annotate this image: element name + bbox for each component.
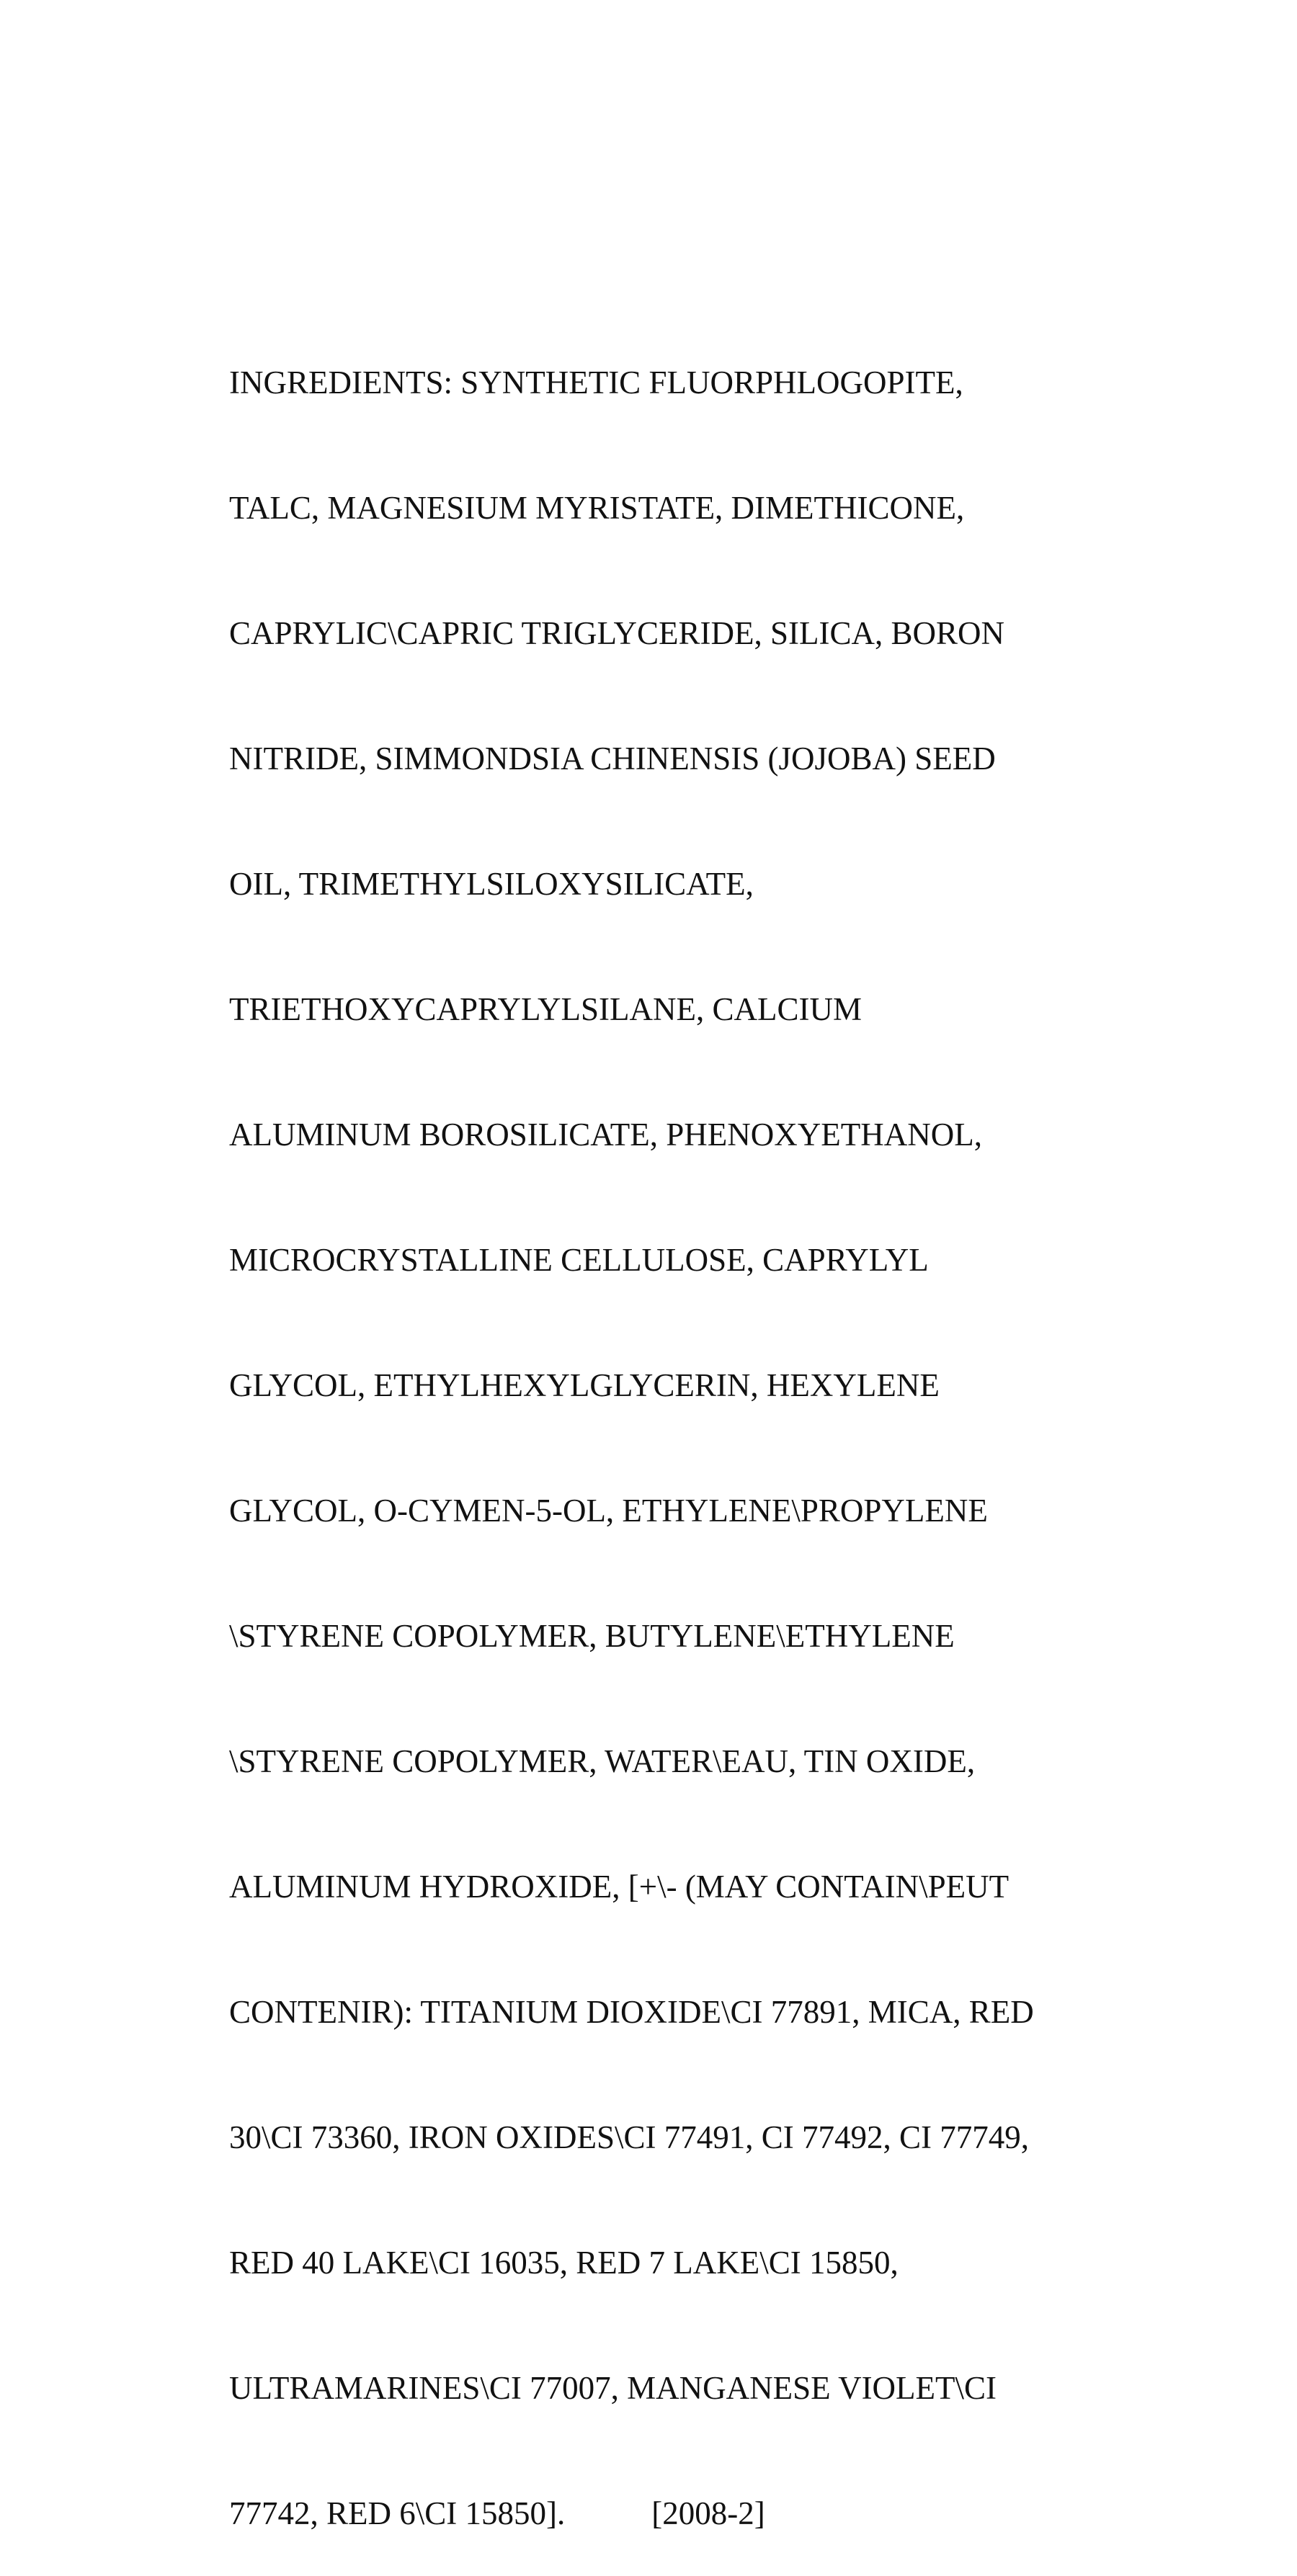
- ingredients-text-block: [229, 278, 1166, 2576]
- ingredients-line: CAPRYLIC\CAPRIC TRIGLYCERIDE, SILICA, BORON: [229, 615, 1005, 651]
- batch-code: [2008-2]: [651, 2495, 765, 2531]
- ingredients-line: GLYCOL, O-CYMEN-5-OL, ETHYLENE\PROPYLENE: [229, 1493, 988, 1529]
- ingredients-final-text: 77742, RED 6\CI 15850].: [229, 2495, 566, 2531]
- ingredients-line: \STYRENE COPOLYMER, WATER\EAU, TIN OXIDE,: [229, 1743, 976, 1779]
- ingredients-line: GLYCOL, ETHYLHEXYLGLYCERIN, HEXYLENE: [229, 1367, 940, 1403]
- ingredients-line: OIL, TRIMETHYLSILOXYSILICATE,: [229, 866, 754, 902]
- ingredients-line: 30\CI 73360, IRON OXIDES\CI 77491, CI 77492, CI 77749,: [229, 2119, 1029, 2155]
- ingredients-line: TALC, MAGNESIUM MYRISTATE, DIMETHICONE,: [229, 490, 965, 526]
- ingredients-final-line: [229, 2492, 1166, 2534]
- ingredients-line: RED 40 LAKE\CI 16035, RED 7 LAKE\CI 15850,: [229, 2245, 899, 2281]
- ingredients-line: NITRIDE, SIMMONDSIA CHINENSIS (JOJOBA) SEED: [229, 741, 996, 777]
- ingredients-line: ALUMINUM HYDROXIDE, [+\- (MAY CONTAIN\PEUT: [229, 1869, 1009, 1905]
- ingredients-line: TRIETHOXYCAPRYLYLSILANE, CALCIUM: [229, 991, 862, 1027]
- ingredients-line: \STYRENE COPOLYMER, BUTYLENE\ETHYLENE: [229, 1618, 955, 1654]
- ingredients-line: MICROCRYSTALLINE CELLULOSE, CAPRYLYL: [229, 1242, 929, 1278]
- ingredients-line: CONTENIR): TITANIUM DIOXIDE\CI 77891, MICA, RED: [229, 1994, 1034, 2030]
- ingredients-line: ALUMINUM BOROSILICATE, PHENOXYETHANOL,: [229, 1117, 982, 1153]
- ingredients-line: INGREDIENTS: SYNTHETIC FLUORPHLOGOPITE,: [229, 365, 963, 401]
- ingredients-line: ULTRAMARINES\CI 77007, MANGANESE VIOLET\CI: [229, 2370, 997, 2406]
